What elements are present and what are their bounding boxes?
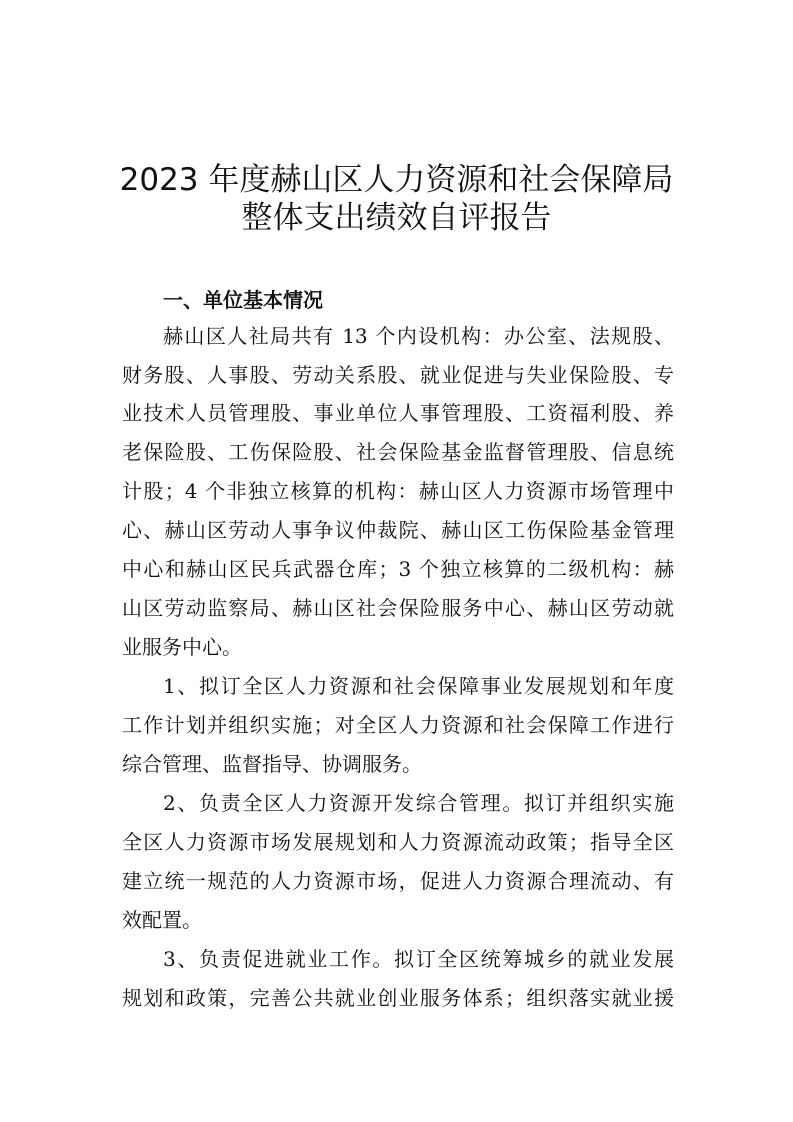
document-title-line-2: 整体支出绩效自评报告	[241, 200, 552, 236]
paragraph-1-line-7: 中心和赫山区民兵武器仓库；3 个独立核算的二级机构：赫	[122, 557, 674, 581]
paragraph-3-line-4: 效配置。	[122, 908, 202, 932]
paragraph-1-line-6: 心、赫山区劳动人事争议仲裁院、赫山区工伤保险基金管理	[122, 518, 674, 542]
section-heading: 一、单位基本情况	[163, 288, 323, 312]
paragraph-1-line-4: 老保险股、工伤保险股、社会保险基金监督管理股、信息统	[122, 440, 674, 464]
paragraph-3-line-3: 建立统一规范的人力资源市场，促进人力资源合理流动、有	[122, 869, 674, 893]
paragraph-4-line-2: 规划和政策，完善公共就业创业服务体系；组织落实就业援	[122, 986, 674, 1010]
paragraph-4-line-1: 3、负责促进就业工作。拟订全区统筹城乡的就业发展	[163, 947, 674, 971]
paragraph-1-line-8: 山区劳动监察局、赫山区社会保险服务中心、赫山区劳动就	[122, 596, 674, 620]
paragraph-2-line-2: 工作计划并组织实施；对全区人力资源和社会保障工作进行	[122, 713, 674, 737]
paragraph-2-line-1: 1、拟订全区人力资源和社会保障事业发展规划和年度	[163, 674, 674, 698]
paragraph-3-line-1: 2、负责全区人力资源开发综合管理。拟订并组织实施	[163, 791, 674, 815]
paragraph-1-line-3: 业技术人员管理股、事业单位人事管理股、工资福利股、养	[122, 401, 674, 425]
paragraph-3-line-2: 全区人力资源市场发展规划和人力资源流动政策；指导全区	[122, 830, 674, 854]
paragraph-1-line-1: 赫山区人社局共有 13 个内设机构：办公室、法规股、	[163, 324, 674, 348]
paragraph-1-line-9: 业服务中心。	[122, 635, 242, 659]
document-title-line-1: 2023 年度赫山区人力资源和社会保障局	[119, 162, 674, 198]
paragraph-1-line-2: 财务股、人事股、劳动关系股、就业促进与失业保险股、专	[122, 363, 674, 387]
paragraph-1-line-5: 计股；4 个非独立核算的机构：赫山区人力资源市场管理中	[122, 479, 674, 503]
paragraph-2-line-3: 综合管理、监督指导、协调服务。	[122, 752, 422, 776]
